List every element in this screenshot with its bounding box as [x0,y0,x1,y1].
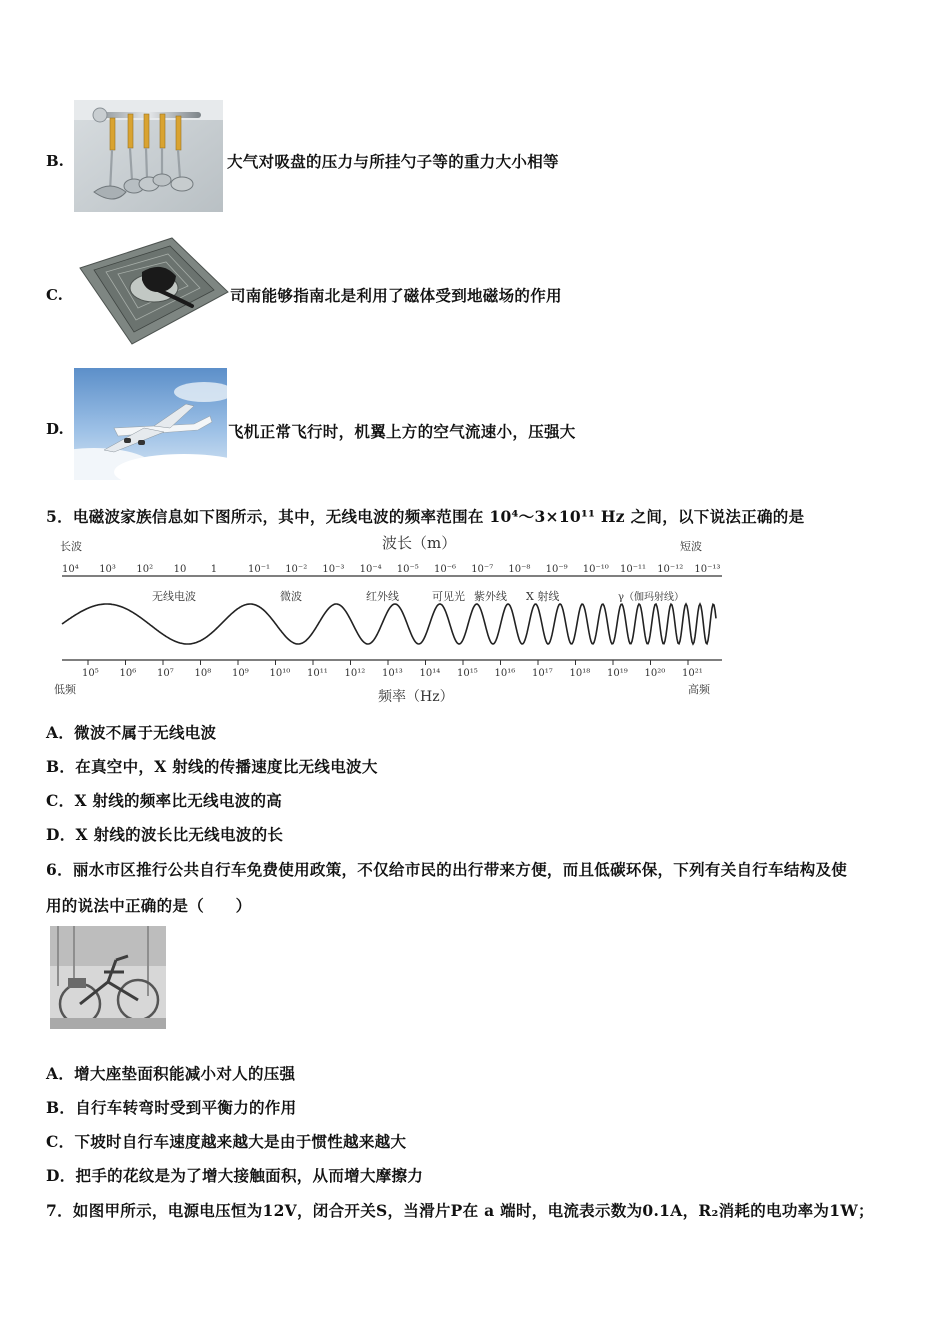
band-label: γ（伽玛射线） [618,592,684,603]
q4-option-b-letter: B. [46,152,64,170]
frequency-tick: 10¹⁵ [457,668,478,679]
frequency-tick: 10⁸ [194,668,212,679]
q6-option-b-text: 自行车转弯时受到平衡力的作用 [75,1098,297,1117]
wavelength-tick: 10⁻¹⁰ [582,564,609,575]
frequency-tick: 10¹⁴ [419,668,441,679]
wavelength-tick: 10⁻⁵ [396,564,419,575]
frequency-tick: 10⁷ [157,668,174,679]
wavelength-tick: 1 [210,564,218,575]
frequency-tick: 10¹⁶ [494,668,516,679]
q6-option-a-text: 增大座垫面积能减小对人的压强 [74,1064,296,1083]
q6-option-c [46,1130,406,1152]
wavelength-tick: 10⁻⁶ [434,564,457,575]
frequency-tick: 10⁹ [232,668,249,679]
q4-option-d-letter: D. [46,420,64,438]
frequency-tick: 10⁵ [82,668,99,679]
q4-option-d-text: 飞机正常飞行时，机翼上方的空气流速小，压强大 [228,422,576,441]
q5-option-a-text: 微波不属于无线电波 [74,723,217,742]
hanging-ladles-photo [74,100,223,212]
q5-option-d-letter: D． [46,825,76,844]
frequency-tick: 10²⁰ [644,668,666,679]
band-label: 微波 [280,590,302,603]
q5-stem [46,505,804,527]
bicycle-photo [50,926,166,1029]
q5-stem-text: 电磁波家族信息如下图所示，其中，无线电波的频率范围在 10⁴～3×10¹¹ Hz 之间，以下说法正确的是 [72,507,805,526]
q6-stem-line1 [46,858,847,880]
band-label: 红外线 [366,590,399,603]
sinan-compass-photo [72,232,230,348]
frequency-tick: 10²¹ [682,668,703,679]
long-wave-label: 长波 [60,540,82,553]
wavelength-tick: 10⁻⁸ [508,564,531,575]
frequency-title: 频率（Hz） [378,689,454,705]
low-freq-label: 低频 [54,683,76,696]
frequency-tick: 10¹¹ [307,668,328,679]
band-label: 可见光 [432,590,465,603]
q5-option-c [46,789,282,811]
short-wave-label: 短波 [680,540,702,553]
frequency-tick: 10¹⁰ [269,668,291,679]
q6-stem-text-1: 丽水市区推行公共自行车免费使用政策，不仅给市民的出行带来方便，而且低碳环保，下列有关自行车结构及使 [72,860,848,879]
q6-option-d [46,1164,423,1186]
q5-option-b-letter: B． [46,757,76,776]
q6-option-d-letter: D． [46,1166,76,1185]
q6-option-a-letter: A． [46,1064,75,1083]
frequency-tick: 10⁶ [119,668,137,679]
q6-option-a [46,1062,295,1084]
wavelength-tick: 10⁻⁹ [545,564,568,575]
airplane-photo [74,368,227,480]
q7-stem-text: 如图甲所示，电源电压恒为12V，闭合开关S，当滑片P在 a 端时，电流表示数为0.1A，R₂消耗的电功率为1W； [72,1201,874,1220]
band-label: 紫外线 [474,590,507,603]
frequency-tick: 10¹⁹ [607,668,628,679]
wavelength-tick: 10⁻³ [322,564,345,575]
frequency-tick: 10¹⁸ [569,668,591,679]
wavelength-tick: 10⁻¹¹ [620,564,647,575]
q6-option-c-text: 下坡时自行车速度越来越大是由于惯性越来越大 [74,1132,407,1151]
wavelength-tick: 10⁻⁷ [471,564,494,575]
q6-option-b [46,1096,296,1118]
wavelength-tick: 10⁻¹² [657,564,684,575]
wavelength-tick: 10⁻⁴ [359,564,382,575]
q5-option-a [46,721,216,743]
band-label: 无线电波 [152,590,196,603]
q5-option-d-text: X 射线的波长比无线电波的长 [75,825,284,844]
q7-stem [46,1199,874,1221]
em-spectrum-figure [48,532,738,708]
wavelength-tick: 10⁻¹³ [694,564,721,575]
q6-number: 6． [46,860,73,879]
high-freq-label: 高频 [688,683,710,696]
q4-option-c-letter: C. [46,286,63,304]
frequency-tick: 10¹² [344,668,366,679]
q6-stem-line2: 用的说法中正确的是（ ） [46,896,252,915]
wavelength-tick: 10³ [99,564,116,575]
q5-option-d [46,823,283,845]
frequency-tick: 10¹³ [382,668,403,679]
q6-option-d-text: 把手的花纹是为了增大接触面积，从而增大摩擦力 [75,1166,424,1185]
q4-option-b-text: 大气对吸盘的压力与所挂勺子等的重力大小相等 [227,152,559,171]
q4-option-c-text: 司南能够指南北是利用了磁体受到地磁场的作用 [230,286,562,305]
band-label: X 射线 [526,590,560,603]
wavelength-tick: 10⁴ [62,564,79,575]
q6-option-c-letter: C． [46,1132,75,1151]
q5-number: 5． [46,507,73,526]
wavelength-tick: 10² [136,564,154,575]
q5-option-a-letter: A． [46,723,75,742]
wavelength-tick: 10⁻² [285,564,308,575]
wavelength-tick: 10 [173,564,187,575]
wavelength-title: 波长（m） [382,534,457,552]
frequency-tick: 10¹⁷ [532,668,553,679]
q5-option-b-text: 在真空中，X 射线的传播速度比无线电波大 [75,757,378,776]
q6-option-b-letter: B． [46,1098,76,1117]
q5-option-c-text: X 射线的频率比无线电波的高 [74,791,283,810]
q7-number: 7． [46,1201,73,1220]
wavelength-tick: 10⁻¹ [248,564,271,575]
q5-option-c-letter: C． [46,791,75,810]
q5-option-b [46,755,378,777]
